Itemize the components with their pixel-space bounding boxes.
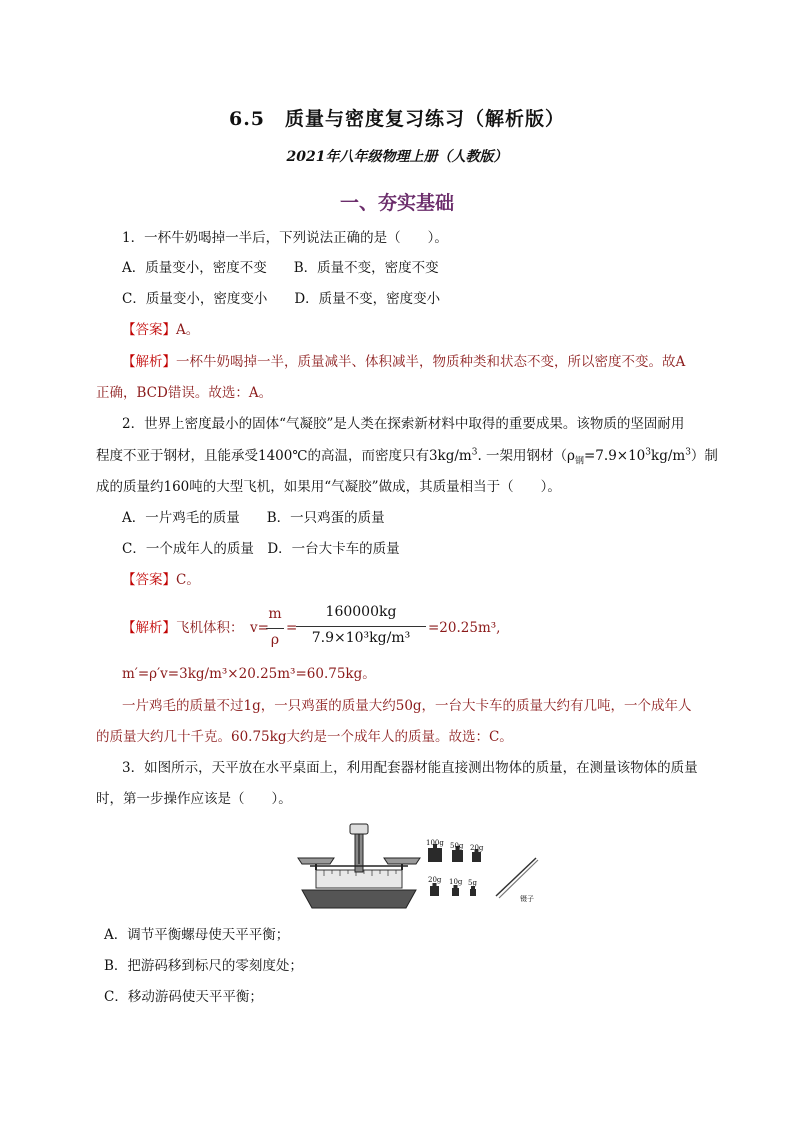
q3-stem-line-1: 3．如图所示，天平放在水平桌面上，利用配套器材能直接测出物体的质量，在测量该物体的质量 <box>122 760 698 776</box>
answer-tag: 【答案】 <box>122 572 176 588</box>
analysis-tag: 【解析】 <box>122 620 176 636</box>
subscript: 钢 <box>574 456 584 467</box>
q2-text-part: 程度不亚于钢材，且能承受1400℃的高温，而密度只有3kg/m <box>96 448 472 464</box>
weight-label: 20g <box>428 876 442 884</box>
weight-label: 20g <box>470 844 484 852</box>
q2-stem-line-1: 2．世界上密度最小的固体“气凝胶”是人类在探索新材料中取得的重要成果。该物质的坚固耐用 <box>122 416 685 432</box>
balance-illustration <box>296 818 548 914</box>
section-heading: 一、夯实基础 <box>339 192 454 214</box>
q2-text-part: kg/m <box>651 448 686 464</box>
fraction-numerator: m <box>268 606 282 622</box>
fraction-mass-over-density <box>296 604 426 654</box>
q1-options-cd: C．质量变小，密度变小 D．质量不变，密度变小 <box>122 291 441 307</box>
fraction-bar <box>266 628 284 629</box>
fraction-denominator: ρ <box>270 632 280 648</box>
formula-equals: = <box>286 620 298 636</box>
analysis-label-text: 飞机体积： <box>176 620 244 636</box>
formula-v: v= <box>250 620 269 636</box>
q2-text-part: . 一架用钢材（ρ <box>477 448 575 464</box>
q3-option-b: B．把游码移到标尺的零刻度处； <box>104 958 303 974</box>
q2-analysis-line-3: 的质量大约几十千克。60.75kg大约是一个成年人的质量。故选：C。 <box>96 729 513 745</box>
q2-options-cd: C．一个成年人的质量 D．一台大卡车的质量 <box>122 541 400 557</box>
page-subtitle: 2021年八年级物理上册（人教版） <box>286 149 508 165</box>
q2-answer-value: C。 <box>176 572 200 588</box>
superscript: 3 <box>471 447 478 458</box>
q3-stem-line-2: 时，第一步操作应该是（ ）。 <box>96 791 292 807</box>
analysis-tag: 【解析】 <box>122 354 176 370</box>
q2-options-ab: A．一片鸡毛的质量 B．一只鸡蛋的质量 <box>122 510 385 526</box>
q2-analysis-line-2: 一片鸡毛的质量不过1g，一只鸡蛋的质量大约50g，一台大卡车的质量大约有几吨，一个成年人 <box>122 698 692 714</box>
tweezers-label: 镊子 <box>520 895 534 903</box>
q1-answer <box>122 320 199 340</box>
q1-options-ab: A．质量变小，密度不变 B．质量不变，密度不变 <box>122 260 439 276</box>
fraction-numerator: 160000kg <box>325 604 397 620</box>
weight-label: 10g <box>449 878 463 886</box>
weight-label: 100g <box>426 839 444 847</box>
q2-mass-calculation: m′=ρ′v=3kg/m³×20.25m³=60.75kg。 <box>122 666 376 682</box>
answer-tag: 【答案】 <box>122 322 176 338</box>
q1-analysis-text: 一杯牛奶喝掉一半，质量减半、体积减半，物质种类和状态不变，所以密度不变。故A <box>176 354 686 370</box>
q2-stem-line-3: 成的质量约160吨的大型飞机，如果用“气凝胶”做成，其质量相当于（ ）。 <box>96 479 561 495</box>
q1-analysis-line-1 <box>122 352 685 372</box>
formula-result: =20.25m³, <box>428 620 501 636</box>
weight-label: 5g <box>468 879 477 887</box>
superscript: 3 <box>645 447 652 458</box>
q1-answer-value: A。 <box>176 322 200 338</box>
q3-option-c: C．移动游码使天平平衡； <box>104 989 263 1005</box>
q2-answer <box>122 570 200 590</box>
superscript: 3 <box>685 447 691 458</box>
fraction-bar <box>296 626 426 627</box>
q1-analysis-line-2: 正确，BCD错误。故选：A。 <box>96 385 273 401</box>
q1-stem: 1．一杯牛奶喝掉一半后，下列说法正确的是（ ）。 <box>122 230 448 246</box>
balance-figure <box>296 818 548 914</box>
fraction-m-over-rho <box>266 606 284 654</box>
page-title: 6.5 质量与密度复习练习（解析版） <box>228 108 566 130</box>
q2-stem-line-2 <box>96 446 718 466</box>
q3-option-a: A．调节平衡螺母使天平平衡； <box>104 927 290 943</box>
q2-analysis-label <box>122 618 244 638</box>
weight-label: 50g <box>450 842 464 850</box>
fraction-denominator: 7.9×10³kg/m³ <box>311 630 411 646</box>
q2-text-part: =7.9×10 <box>584 448 646 464</box>
q2-text-part: ）制 <box>690 448 718 464</box>
